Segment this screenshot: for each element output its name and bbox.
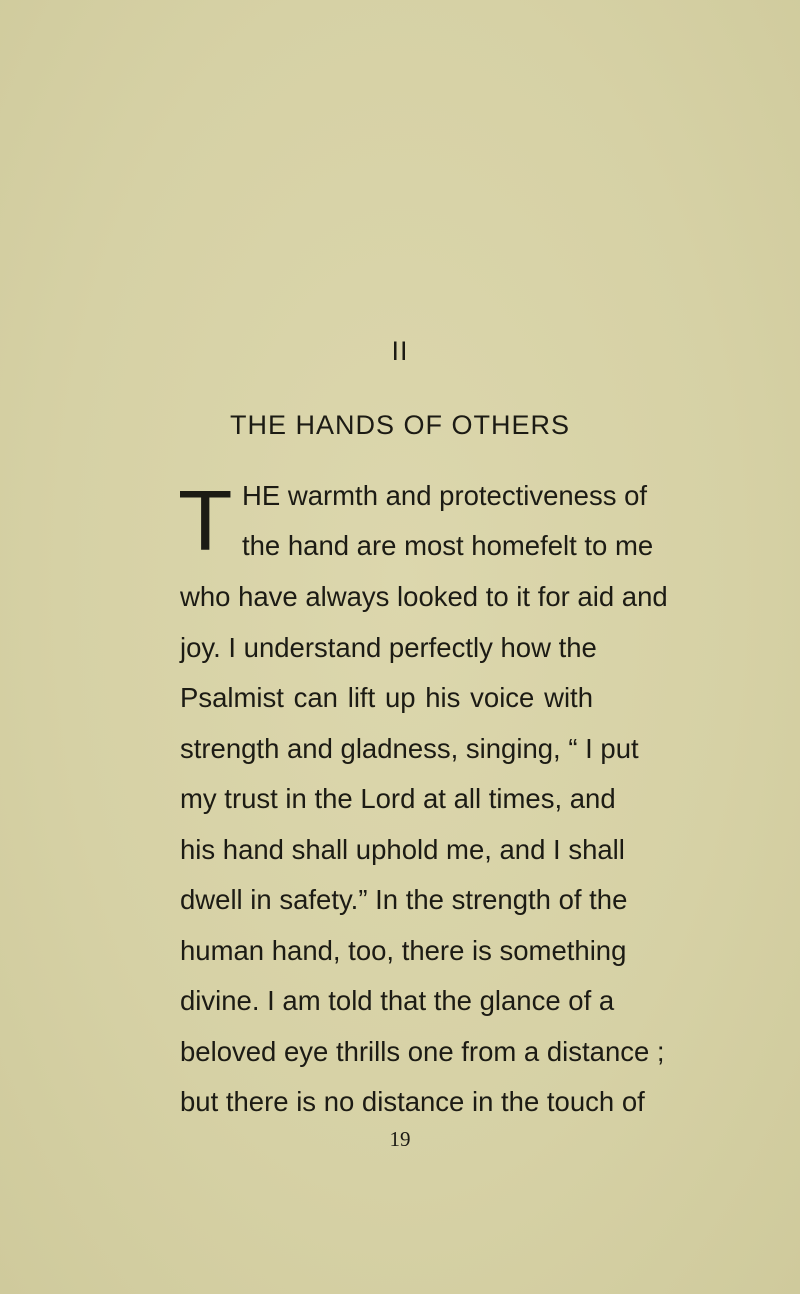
text-line: strength and gladness, singing, “ I put xyxy=(180,733,639,764)
text-line: human hand, too, there is something xyxy=(180,935,627,966)
text-line: joy. I understand perfectly how the xyxy=(180,632,597,663)
drop-cap: T xyxy=(178,474,233,569)
text-line: my trust in the Lord at all times, and xyxy=(180,783,616,814)
text-line: but there is no distance in the touch of xyxy=(180,1086,645,1117)
page-number: 19 xyxy=(389,1127,411,1151)
text-line: HE warmth and protectiveness of xyxy=(242,480,648,511)
text-line: who have always looked to it for aid and xyxy=(180,581,668,612)
text-line: Psalmist can lift up his voice with xyxy=(180,682,593,713)
text-line: divine. I am told that the glance of a xyxy=(180,985,615,1016)
text-line: dwell in safety.” In the strength of the xyxy=(180,884,628,915)
chapter-number: II xyxy=(391,336,409,366)
text-line: beloved eye thrills one from a distance ; xyxy=(180,1036,665,1067)
chapter-title: THE HANDS OF OTHERS xyxy=(229,410,571,440)
text-line: the hand are most homefelt to me xyxy=(242,530,654,561)
text-line: his hand shall uphold me, and I shall xyxy=(180,834,625,865)
